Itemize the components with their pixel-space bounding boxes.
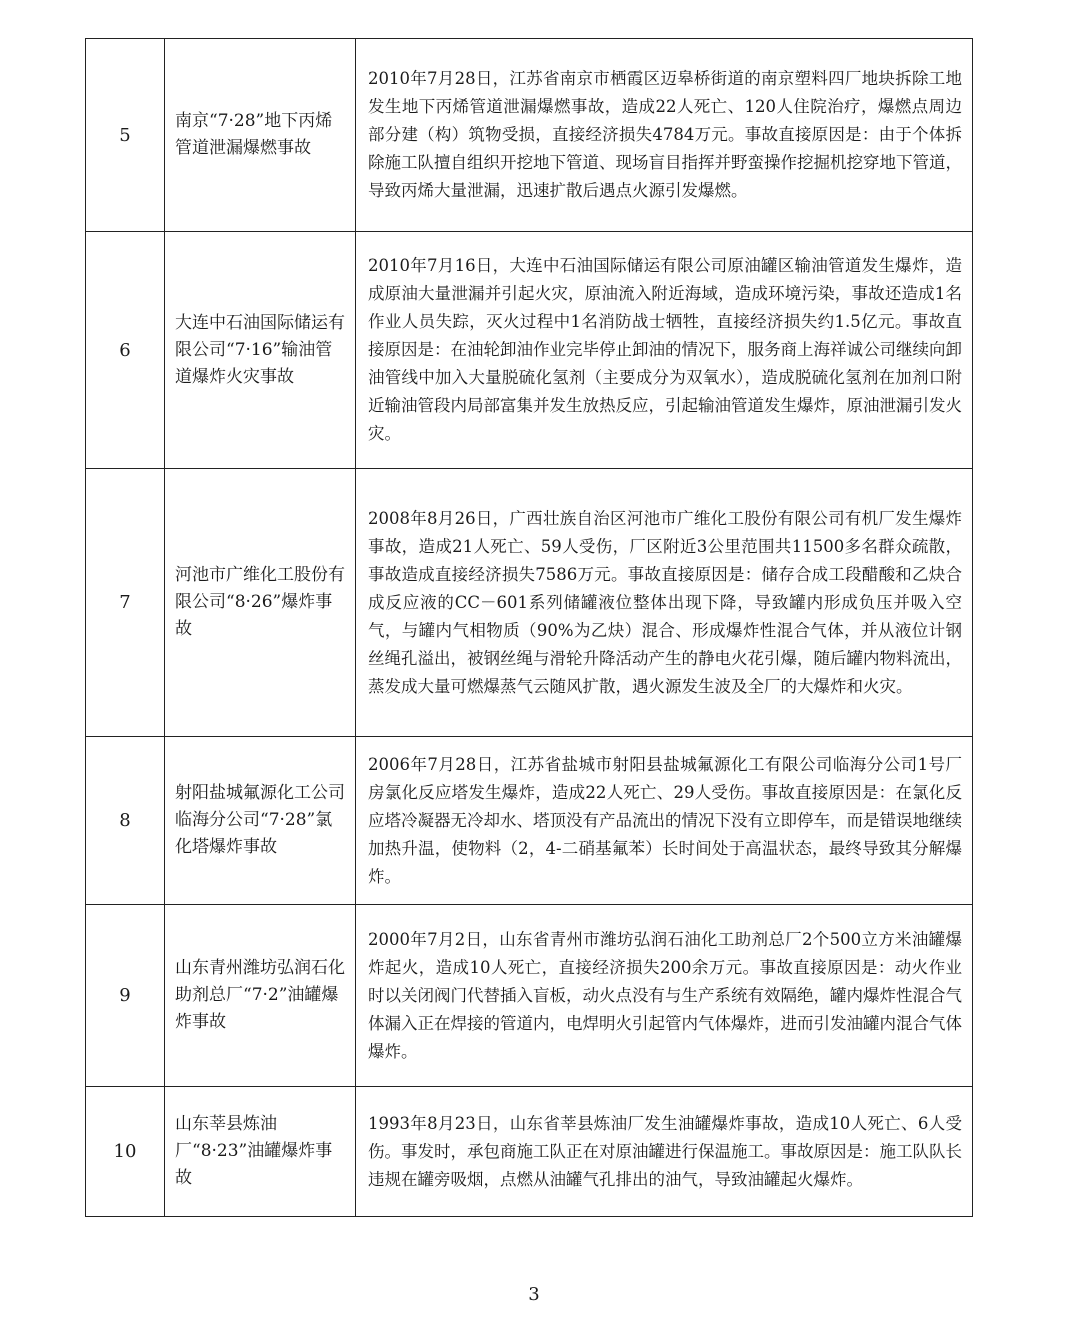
- table-row: [86, 232, 973, 469]
- incident-name: 射阳盐城氟源化工公司临海分公司“7·28”氯化塔爆炸事故: [165, 737, 356, 905]
- row-number: 7: [86, 469, 165, 737]
- incident-name: 山东青州潍坊弘润石化助剂总厂“7·2”油罐爆炸事故: [165, 905, 356, 1087]
- incident-description: 2008年8月26日，广西壮族自治区河池市广维化工股份有限公司有机厂发生爆炸事故，造成21人死亡、59人受伤，厂区附近3公里范围共11500多名群众疏散，事故造成直接经济损失7586万元。事故直接原因是：储存合成工段醋酸和乙炔合成反应液的CC－601系列储罐液位整体出现下降，导致罐内形成负压并吸入空气，与罐内气相物质（90%为乙炔）混合、形成爆炸性混合气体，并从液位计钢丝绳孔溢出，被钢丝绳与滑轮升降活动产生的静电火花引爆，随后罐内物料流出，蒸发成大量可燃爆蒸气云随风扩散，遇火源发生波及全厂的大爆炸和火灾。: [356, 469, 973, 737]
- table-row: [86, 905, 973, 1087]
- incident-description: 1993年8月23日，山东省莘县炼油厂发生油罐爆炸事故，造成10人死亡、6人受伤。事发时，承包商施工队正在对原油罐进行保温施工。事故原因是：施工队队长违规在罐旁吸烟，点燃从油罐气孔排出的油气，导致油罐起火爆炸。: [356, 1087, 973, 1217]
- row-number: 9: [86, 905, 165, 1087]
- incident-description: 2006年7月28日，江苏省盐城市射阳县盐城氟源化工有限公司临海分公司1号厂房氯化反应塔发生爆炸，造成22人死亡、29人受伤。事故直接原因是：在氯化反应塔冷凝器无冷却水、塔顶没有产品流出的情况下没有立即停车，而是错误地继续加热升温，使物料（2，4-二硝基氟苯）长时间处于高温状态，最终导致其分解爆炸。: [356, 737, 973, 905]
- incident-name: 大连中石油国际储运有限公司“7·16”输油管道爆炸火灾事故: [165, 232, 356, 469]
- incident-name: 南京“7·28”地下丙烯管道泄漏爆燃事故: [165, 39, 356, 232]
- row-number: 8: [86, 737, 165, 905]
- incident-description: 2000年7月2日，山东省青州市潍坊弘润石油化工助剂总厂2个500立方米油罐爆炸起火，造成10人死亡，直接经济损失200余万元。事故直接原因是：动火作业时以关闭阀门代替插入盲板，动火点没有与生产系统有效隔绝，罐内爆炸性混合气体漏入正在焊接的管道内，电焊明火引起管内气体爆炸，进而引发油罐内混合气体爆炸。: [356, 905, 973, 1087]
- page-number: 3: [528, 1284, 540, 1305]
- incident-description: 2010年7月28日，江苏省南京市栖霞区迈皋桥街道的南京塑料四厂地块拆除工地发生地下丙烯管道泄漏爆燃事故，造成22人死亡、120人住院治疗，爆燃点周边部分建（构）筑物受损，直接经济损失4784万元。事故直接原因是：由于个体拆除施工队擅自组织开挖地下管道、现场盲目指挥并野蛮操作挖掘机挖穿地下管道，导致丙烯大量泄漏，迅速扩散后遇点火源引发爆燃。: [356, 39, 973, 232]
- table-row: [86, 1087, 973, 1217]
- row-number: 10: [86, 1087, 165, 1217]
- row-number: 5: [86, 39, 165, 232]
- incident-description: 2010年7月16日，大连中石油国际储运有限公司原油罐区输油管道发生爆炸，造成原油大量泄漏并引起火灾，原油流入附近海域，造成环境污染，事故还造成1名作业人员失踪，灭火过程中1名消防战士牺牲，直接经济损失约1.5亿元。事故直接原因是：在油轮卸油作业完毕停止卸油的情况下，服务商上海祥诚公司继续向卸油管线中加入大量脱硫化氢剂（主要成分为双氧水），造成脱硫化氢剂在加剂口附近输油管段内局部富集并发生放热反应，引起输油管道发生爆炸，原油泄漏引发火灾。: [356, 232, 973, 469]
- table-row: [86, 469, 973, 737]
- incident-name: 河池市广维化工股份有限公司“8·26”爆炸事故: [165, 469, 356, 737]
- incident-name: 山东莘县炼油厂“8·23”油罐爆炸事故: [165, 1087, 356, 1217]
- incident-table: [85, 38, 973, 1217]
- table-row: [86, 39, 973, 232]
- row-number: 6: [86, 232, 165, 469]
- table-row: [86, 737, 973, 905]
